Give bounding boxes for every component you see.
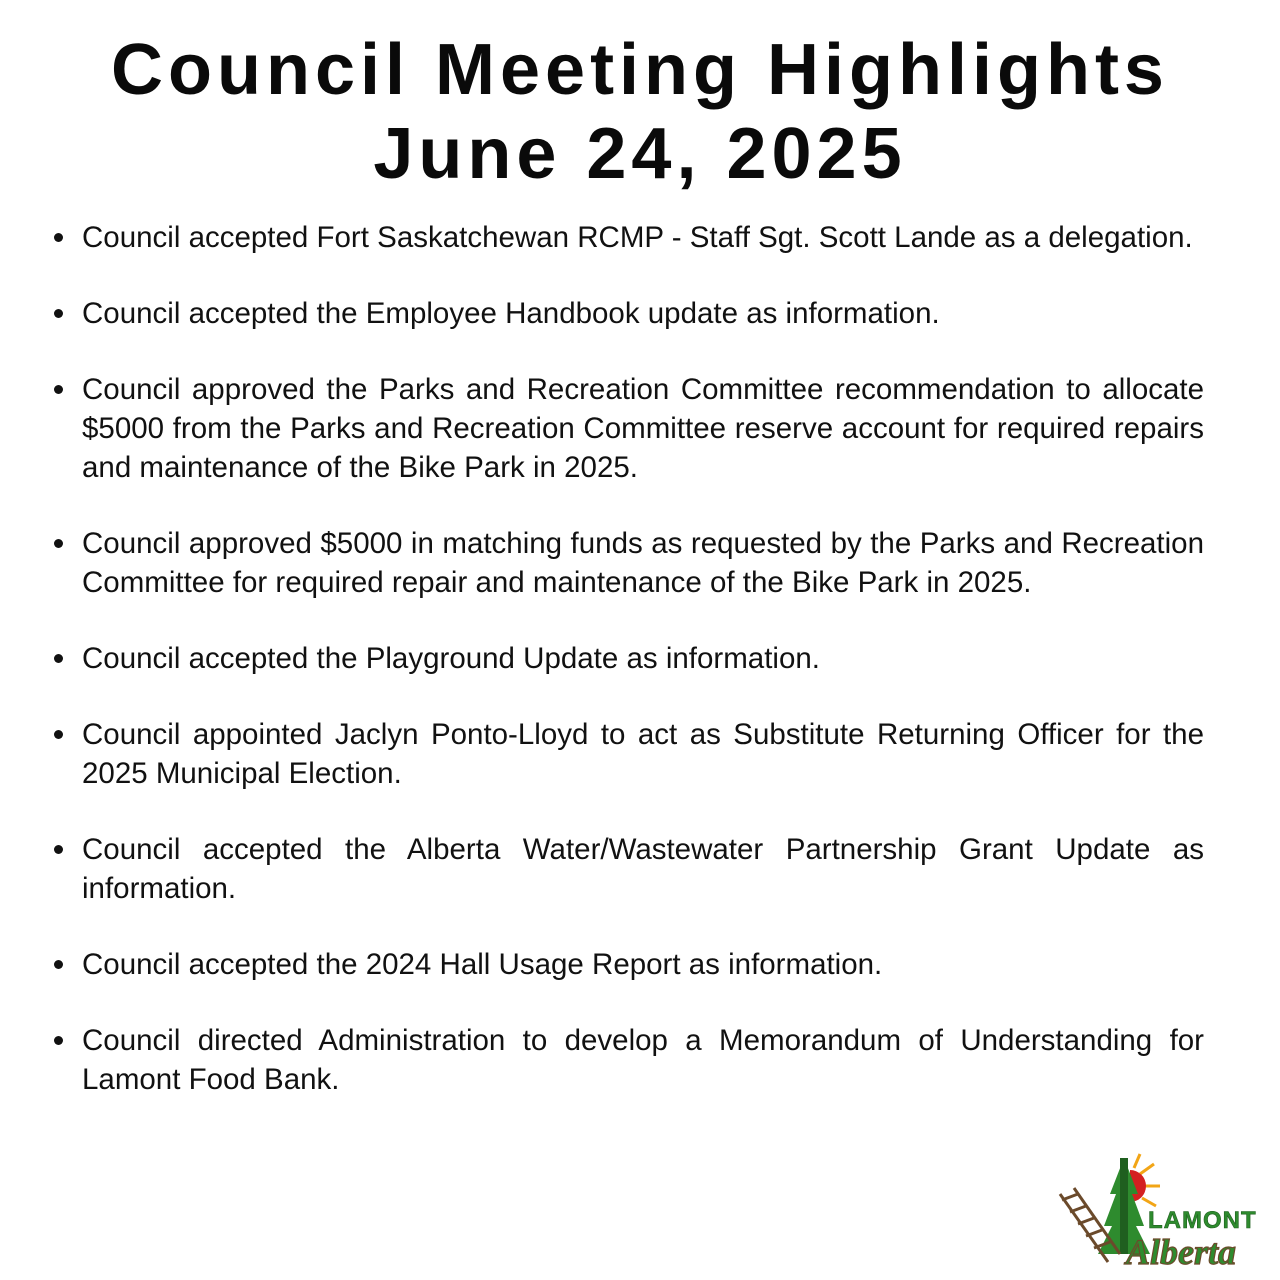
bullet-icon [54,1036,63,1045]
title-line-2: June 24, 2025 [373,114,907,194]
bullet-icon [54,654,63,663]
list-item [48,294,1204,333]
list-item-text: Council accepted the Alberta Water/Wastewater Partnership Grant Update as information. [82,833,1204,905]
list-item [48,524,1204,602]
bullet-icon [54,960,63,969]
list-item-text: Council accepted the 2024 Hall Usage Report as information. [82,948,883,981]
page-title [0,28,1280,196]
bullet-icon [54,309,63,318]
bullet-icon [54,845,63,854]
list-item-text: Council accepted the Playground Update as information. [82,642,820,675]
lamont-logo-icon [1052,1150,1268,1274]
list-item-text: Council appointed Jaclyn Ponto-Lloyd to act as Substitute Returning Officer for the 2025 Municipal Election. [82,718,1204,790]
list-item-text: Council directed Administration to develop a Memorandum of Understanding for Lamont Food Bank. [82,1024,1204,1096]
lamont-alberta-logo [1052,1150,1268,1274]
list-item-text: Council approved the Parks and Recreation Committee recommendation to allocate $5000 from the Parks and Recreation Committee reserve account for required repairs and maintenance of the Bike Park in 2025. [82,373,1204,484]
list-item [48,715,1204,793]
logo-line-1: LAMONT [1148,1207,1257,1234]
highlights-list [48,218,1204,1136]
bullet-icon [54,539,63,548]
bullet-icon [54,385,63,394]
list-item [48,945,1204,984]
list-item-text: Council approved $5000 in matching funds as requested by the Parks and Recreation Committee for required repair and maintenance of the Bike Park in 2025. [82,527,1204,599]
list-item [48,830,1204,908]
bullet-icon [54,730,63,739]
logo-line-2: Alberta [1126,1232,1237,1272]
list-item [48,1021,1204,1099]
bullet-icon [54,233,63,242]
list-item [48,639,1204,678]
list-item-text: Council accepted Fort Saskatchewan RCMP - Staff Sgt. Scott Lande as a delegation. [82,221,1193,254]
list-item-text: Council accepted the Employee Handbook update as information. [82,297,940,330]
title-line-1: Council Meeting Highlights [111,30,1169,110]
list-item [48,218,1204,257]
list-item [48,370,1204,487]
